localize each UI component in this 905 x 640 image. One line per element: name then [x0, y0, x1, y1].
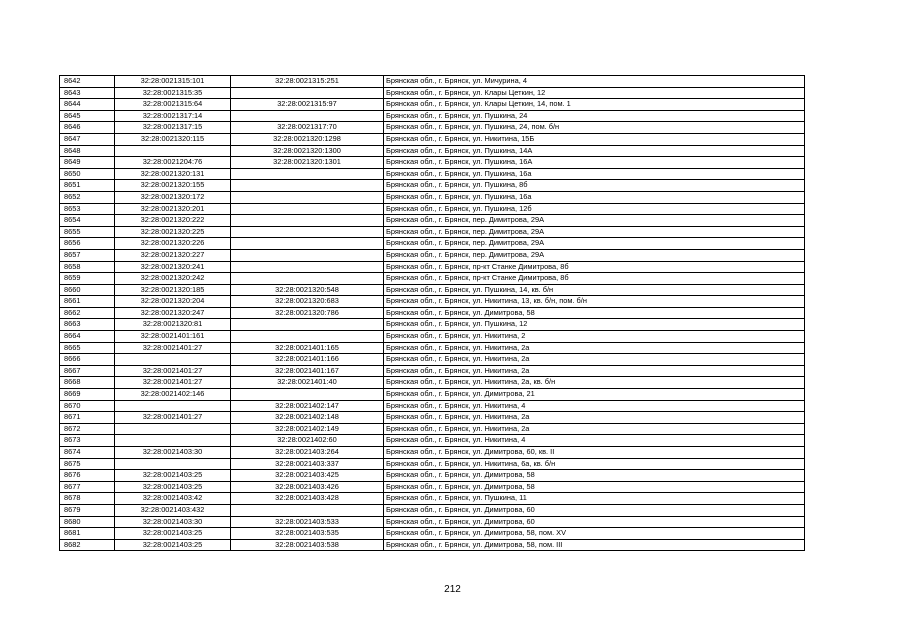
object-cadastral-number: [231, 203, 384, 215]
object-cadastral-number: 32:28:0021317:70: [231, 122, 384, 134]
table-row: [60, 180, 805, 192]
row-number: 8682: [60, 539, 115, 551]
address: Брянская обл., г. Брянск, ул. Димитрова, 21: [384, 389, 805, 401]
address: Брянская обл., г. Брянск, ул. Димитрова, 58: [384, 481, 805, 493]
land-cadastral-number: 32:28:0021403:42: [115, 493, 231, 505]
table-row: [60, 435, 805, 447]
row-number: 8655: [60, 226, 115, 238]
row-number: 8660: [60, 284, 115, 296]
address: Брянская обл., г. Брянск, ул. Пушкина, 24, пом. б/н: [384, 122, 805, 134]
land-cadastral-number: 32:28:0021320:115: [115, 133, 231, 145]
row-number: 8680: [60, 516, 115, 528]
table-row: [60, 307, 805, 319]
object-cadastral-number: [231, 273, 384, 285]
table-row: [60, 261, 805, 273]
land-cadastral-number: 32:28:0021401:27: [115, 342, 231, 354]
address: Брянская обл., г. Брянск, ул. Никитина, 2а: [384, 365, 805, 377]
land-cadastral-number: [115, 423, 231, 435]
object-cadastral-number: 32:28:0021320:1298: [231, 133, 384, 145]
land-cadastral-number: 32:28:0021401:27: [115, 377, 231, 389]
table-row: [60, 389, 805, 401]
table-row: [60, 400, 805, 412]
row-number: 8674: [60, 447, 115, 459]
row-number: 8653: [60, 203, 115, 215]
address: Брянская обл., г. Брянск, ул. Пушкина, 16А: [384, 157, 805, 169]
row-number: 8677: [60, 481, 115, 493]
object-cadastral-number: [231, 226, 384, 238]
land-cadastral-number: 32:28:0021317:14: [115, 110, 231, 122]
table-row: [60, 458, 805, 470]
object-cadastral-number: 32:28:0021401:40: [231, 377, 384, 389]
row-number: 8656: [60, 238, 115, 250]
address: Брянская обл., г. Брянск, ул. Пушкина, 16а: [384, 191, 805, 203]
object-cadastral-number: 32:28:0021402:148: [231, 412, 384, 424]
table-row: [60, 157, 805, 169]
land-cadastral-number: 32:28:0021320:227: [115, 249, 231, 261]
row-number: 8671: [60, 412, 115, 424]
address: Брянская обл., г. Брянск, пер. Димитрова, 29А: [384, 249, 805, 261]
address: Брянская обл., г. Брянск, ул. Никитина, 2а: [384, 412, 805, 424]
address: Брянская обл., г. Брянск, ул. Никитина, 6а, кв. б/н: [384, 458, 805, 470]
table-row: [60, 168, 805, 180]
address: Брянская обл., г. Брянск, ул. Никитина, 2а: [384, 354, 805, 366]
object-cadastral-number: 32:28:0021403:538: [231, 539, 384, 551]
land-cadastral-number: 32:28:0021402:146: [115, 389, 231, 401]
table-row: [60, 284, 805, 296]
address: Брянская обл., г. Брянск, ул. Пушкина, 14, кв. б/н: [384, 284, 805, 296]
address: Брянская обл., г. Брянск, ул. Пушкина, 14А: [384, 145, 805, 157]
row-number: 8646: [60, 122, 115, 134]
land-cadastral-number: 32:28:0021403:25: [115, 481, 231, 493]
object-cadastral-number: [231, 504, 384, 516]
address: Брянская обл., г. Брянск, ул. Пушкина, 8б: [384, 180, 805, 192]
land-cadastral-number: [115, 458, 231, 470]
address: Брянская обл., г. Брянск, ул. Никитина, 2а: [384, 423, 805, 435]
land-cadastral-number: 32:28:0021315:101: [115, 76, 231, 88]
row-number: 8650: [60, 168, 115, 180]
table-row: [60, 145, 805, 157]
row-number: 8672: [60, 423, 115, 435]
table-row: [60, 377, 805, 389]
land-cadastral-number: 32:28:0021401:161: [115, 331, 231, 343]
land-cadastral-number: 32:28:0021320:222: [115, 215, 231, 227]
land-cadastral-number: 32:28:0021401:27: [115, 412, 231, 424]
table-row: [60, 423, 805, 435]
object-cadastral-number: 32:28:0021401:165: [231, 342, 384, 354]
object-cadastral-number: 32:28:0021320:1300: [231, 145, 384, 157]
row-number: 8643: [60, 87, 115, 99]
address: Брянская обл., г. Брянск, пер. Димитрова, 29А: [384, 215, 805, 227]
row-number: 8679: [60, 504, 115, 516]
table-row: [60, 76, 805, 88]
object-cadastral-number: 32:28:0021401:166: [231, 354, 384, 366]
object-cadastral-number: 32:28:0021403:428: [231, 493, 384, 505]
object-cadastral-number: [231, 261, 384, 273]
table-row: [60, 412, 805, 424]
row-number: 8657: [60, 249, 115, 261]
row-number: 8665: [60, 342, 115, 354]
object-cadastral-number: 32:28:0021402:149: [231, 423, 384, 435]
row-number: 8647: [60, 133, 115, 145]
row-number: 8678: [60, 493, 115, 505]
row-number: 8681: [60, 528, 115, 540]
row-number: 8648: [60, 145, 115, 157]
land-cadastral-number: 32:28:0021315:64: [115, 99, 231, 111]
address: Брянская обл., г. Брянск, ул. Пушкина, 12б: [384, 203, 805, 215]
object-cadastral-number: [231, 180, 384, 192]
object-cadastral-number: [231, 331, 384, 343]
address: Брянская обл., г. Брянск, ул. Димитрова, 58: [384, 307, 805, 319]
object-cadastral-number: 32:28:0021403:264: [231, 447, 384, 459]
land-cadastral-number: [115, 400, 231, 412]
address: Брянская обл., г. Брянск, пер. Димитрова, 29А: [384, 226, 805, 238]
table-row: [60, 99, 805, 111]
address: Брянская обл., г. Брянск, пр-кт Станке Димитрова, 8б: [384, 273, 805, 285]
land-cadastral-number: 32:28:0021320:241: [115, 261, 231, 273]
registry-table: [59, 75, 805, 551]
address: Брянская обл., г. Брянск, пер. Димитрова, 29А: [384, 238, 805, 250]
land-cadastral-number: 32:28:0021315:35: [115, 87, 231, 99]
table-row: [60, 319, 805, 331]
row-number: 8645: [60, 110, 115, 122]
table-row: [60, 249, 805, 261]
address: Брянская обл., г. Брянск, ул. Пушкина, 11: [384, 493, 805, 505]
object-cadastral-number: [231, 87, 384, 99]
land-cadastral-number: 32:28:0021320:155: [115, 180, 231, 192]
object-cadastral-number: [231, 168, 384, 180]
object-cadastral-number: 32:28:0021320:548: [231, 284, 384, 296]
page-number: 212: [444, 584, 461, 595]
land-cadastral-number: [115, 354, 231, 366]
land-cadastral-number: 32:28:0021403:25: [115, 470, 231, 482]
address: Брянская обл., г. Брянск, ул. Димитрова, 58, пом. III: [384, 539, 805, 551]
row-number: 8651: [60, 180, 115, 192]
table-row: [60, 191, 805, 203]
address: Брянская обл., г. Брянск, ул. Никитина, 4: [384, 435, 805, 447]
address: Брянская обл., г. Брянск, ул. Клары Цеткин, 12: [384, 87, 805, 99]
object-cadastral-number: 32:28:0021401:167: [231, 365, 384, 377]
address: Брянская обл., г. Брянск, ул. Димитрова, 58: [384, 470, 805, 482]
table-row: [60, 481, 805, 493]
row-number: 8642: [60, 76, 115, 88]
object-cadastral-number: [231, 319, 384, 331]
table-row: [60, 122, 805, 134]
land-cadastral-number: 32:28:0021320:185: [115, 284, 231, 296]
table-row: [60, 539, 805, 551]
land-cadastral-number: [115, 145, 231, 157]
table-row: [60, 516, 805, 528]
object-cadastral-number: 32:28:0021315:97: [231, 99, 384, 111]
land-cadastral-number: 32:28:0021320:242: [115, 273, 231, 285]
address: Брянская обл., г. Брянск, ул. Никитина, 2а: [384, 342, 805, 354]
land-cadastral-number: 32:28:0021320:247: [115, 307, 231, 319]
row-number: 8654: [60, 215, 115, 227]
address: Брянская обл., г. Брянск, ул. Никитина, 13, кв. б/н, пом. б/н: [384, 296, 805, 308]
row-number: 8664: [60, 331, 115, 343]
object-cadastral-number: [231, 249, 384, 261]
land-cadastral-number: 32:28:0021403:30: [115, 447, 231, 459]
table-row: [60, 342, 805, 354]
object-cadastral-number: [231, 110, 384, 122]
row-number: 8661: [60, 296, 115, 308]
object-cadastral-number: [231, 191, 384, 203]
object-cadastral-number: 32:28:0021402:147: [231, 400, 384, 412]
table-row: [60, 215, 805, 227]
land-cadastral-number: 32:28:0021401:27: [115, 365, 231, 377]
address: Брянская обл., г. Брянск, ул. Димитрова, 60: [384, 504, 805, 516]
address: Брянская обл., г. Брянск, ул. Димитрова, 58, пом. XV: [384, 528, 805, 540]
table-row: [60, 493, 805, 505]
row-number: 8666: [60, 354, 115, 366]
table-row: [60, 133, 805, 145]
table-row: [60, 447, 805, 459]
row-number: 8663: [60, 319, 115, 331]
land-cadastral-number: 32:28:0021403:25: [115, 539, 231, 551]
row-number: 8669: [60, 389, 115, 401]
land-cadastral-number: 32:28:0021320:172: [115, 191, 231, 203]
land-cadastral-number: 32:28:0021317:15: [115, 122, 231, 134]
address: Брянская обл., г. Брянск, пр-кт Станке Димитрова, 8б: [384, 261, 805, 273]
table-row: [60, 203, 805, 215]
table-row: [60, 238, 805, 250]
object-cadastral-number: 32:28:0021402:60: [231, 435, 384, 447]
address: Брянская обл., г. Брянск, ул. Димитрова, 60: [384, 516, 805, 528]
row-number: 8676: [60, 470, 115, 482]
object-cadastral-number: [231, 238, 384, 250]
object-cadastral-number: [231, 389, 384, 401]
row-number: 8662: [60, 307, 115, 319]
land-cadastral-number: 32:28:0021320:226: [115, 238, 231, 250]
object-cadastral-number: 32:28:0021403:535: [231, 528, 384, 540]
table-row: [60, 273, 805, 285]
address: Брянская обл., г. Брянск, ул. Мичурина, 4: [384, 76, 805, 88]
object-cadastral-number: 32:28:0021403:425: [231, 470, 384, 482]
object-cadastral-number: 32:28:0021315:251: [231, 76, 384, 88]
land-cadastral-number: 32:28:0021320:225: [115, 226, 231, 238]
address: Брянская обл., г. Брянск, ул. Никитина, 15Б: [384, 133, 805, 145]
table-row: [60, 365, 805, 377]
table-row: [60, 296, 805, 308]
table-row: [60, 110, 805, 122]
object-cadastral-number: 32:28:0021320:1301: [231, 157, 384, 169]
row-number: 8668: [60, 377, 115, 389]
address: Брянская обл., г. Брянск, ул. Никитина, 2: [384, 331, 805, 343]
address: Брянская обл., г. Брянск, ул. Клары Цеткин, 14, пом. 1: [384, 99, 805, 111]
address: Брянская обл., г. Брянск, ул. Димитрова, 60, кв. II: [384, 447, 805, 459]
table-row: [60, 470, 805, 482]
address: Брянская обл., г. Брянск, ул. Никитина, 4: [384, 400, 805, 412]
row-number: 8644: [60, 99, 115, 111]
object-cadastral-number: 32:28:0021403:426: [231, 481, 384, 493]
row-number: 8649: [60, 157, 115, 169]
table-row: [60, 528, 805, 540]
object-cadastral-number: 32:28:0021320:683: [231, 296, 384, 308]
land-cadastral-number: 32:28:0021320:201: [115, 203, 231, 215]
land-cadastral-number: 32:28:0021320:131: [115, 168, 231, 180]
row-number: 8675: [60, 458, 115, 470]
table-row: [60, 354, 805, 366]
land-cadastral-number: 32:28:0021204:76: [115, 157, 231, 169]
land-cadastral-number: 32:28:0021320:204: [115, 296, 231, 308]
object-cadastral-number: 32:28:0021320:786: [231, 307, 384, 319]
registry-table-body: [60, 76, 805, 551]
row-number: 8659: [60, 273, 115, 285]
row-number: 8670: [60, 400, 115, 412]
land-cadastral-number: 32:28:0021403:25: [115, 528, 231, 540]
land-cadastral-number: 32:28:0021403:30: [115, 516, 231, 528]
address: Брянская обл., г. Брянск, ул. Никитина, 2а, кв. б/н: [384, 377, 805, 389]
table-row: [60, 226, 805, 238]
land-cadastral-number: 32:28:0021403:432: [115, 504, 231, 516]
table-row: [60, 87, 805, 99]
object-cadastral-number: 32:28:0021403:533: [231, 516, 384, 528]
land-cadastral-number: [115, 435, 231, 447]
table-row: [60, 504, 805, 516]
land-cadastral-number: 32:28:0021320:81: [115, 319, 231, 331]
row-number: 8652: [60, 191, 115, 203]
row-number: 8673: [60, 435, 115, 447]
row-number: 8658: [60, 261, 115, 273]
address: Брянская обл., г. Брянск, ул. Пушкина, 24: [384, 110, 805, 122]
address: Брянская обл., г. Брянск, ул. Пушкина, 16а: [384, 168, 805, 180]
row-number: 8667: [60, 365, 115, 377]
object-cadastral-number: 32:28:0021403:337: [231, 458, 384, 470]
object-cadastral-number: [231, 215, 384, 227]
table-row: [60, 331, 805, 343]
address: Брянская обл., г. Брянск, ул. Пушкина, 12: [384, 319, 805, 331]
